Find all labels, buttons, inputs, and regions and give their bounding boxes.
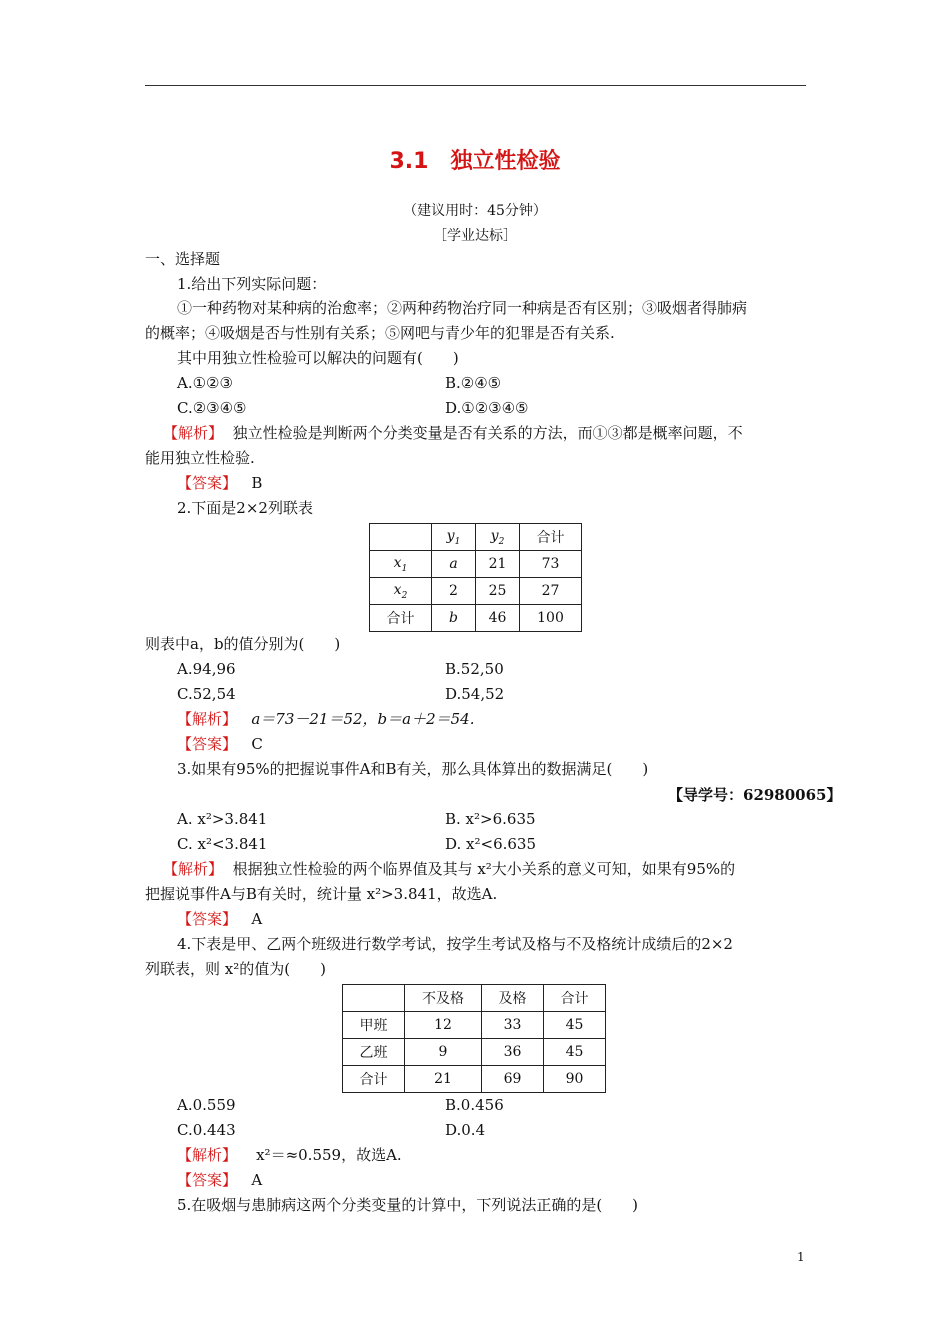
q2-contingency-table [369, 523, 582, 632]
table-cell: 21 [476, 551, 520, 578]
q3-analysis-text1: 根据独立性检验的两个临界值及其与 x²大小关系的意义可知，如果有95%的 [232, 860, 736, 878]
table-cell: 36 [482, 1039, 544, 1066]
q3-stem: 3.如果有95%的把握说事件A和B有关，那么具体算出的数据满足( ) [177, 760, 649, 778]
q2-option-b: B.52,50 [445, 660, 504, 678]
table-cell [370, 524, 432, 551]
q3-option-a: A. x²>3.841 [177, 810, 268, 828]
table-cell: 73 [520, 551, 582, 578]
q3-answer-value: A [251, 910, 263, 928]
page-number: 1 [797, 1250, 805, 1264]
table-cell: 21 [405, 1066, 482, 1093]
q4-stem-line2: 列联表，则 x²的值为( ) [145, 960, 326, 978]
q5-stem: 5.在吸烟与患肺病这两个分类变量的计算中，下列说法正确的是( ) [177, 1196, 639, 1214]
header-rule [145, 85, 806, 86]
answer-label: 【答案】 [177, 910, 238, 928]
table-cell [343, 985, 405, 1012]
q1-line1: ①一种药物对某种病的治愈率；②两种药物治疗同一种病是否有区别；③吸烟者得肺病 [177, 299, 748, 317]
q1-option-a: A.①②③ [177, 374, 233, 392]
q2-option-d: D.54,52 [445, 685, 505, 703]
q2-answer [177, 735, 263, 753]
part-heading: 一、选择题 [145, 250, 221, 268]
table-cell: a [432, 551, 476, 578]
page-title: 3.1 独立性检验 [389, 149, 561, 174]
table-header-total: 合计 [520, 524, 582, 551]
q3-answer [177, 910, 262, 928]
q1-line3: 其中用独立性检验可以解决的问题有( ) [177, 349, 459, 367]
table-header-y2: $y_2$ [476, 524, 520, 551]
q4-analysis-text: x²＝≈0.559，故选A. [256, 1146, 402, 1164]
table-header-total: 合计 [544, 985, 606, 1012]
table-cell: 27 [520, 578, 582, 605]
q3-analysis [163, 860, 735, 878]
q4-option-a: A.0.559 [177, 1096, 236, 1114]
q4-contingency-table [342, 984, 606, 1093]
q4-answer-value: A [251, 1171, 263, 1189]
q2-analysis-text: a＝73－21＝52，b＝a＋2＝54. [251, 710, 475, 728]
table-cell: 46 [476, 605, 520, 632]
table-cell: 45 [544, 1039, 606, 1066]
section-tag: ［学业达标］ [433, 228, 517, 244]
answer-label: 【答案】 [177, 735, 238, 753]
table-header-y1: $y_1$ [432, 524, 476, 551]
q3-analysis-text2: 把握说事件A与B有关时，统计量 x²>3.841，故选A. [145, 885, 498, 903]
q3-option-c: C. x²<3.841 [177, 835, 268, 853]
q2-answer-value: C [251, 735, 263, 753]
table-row-header-total: 合计 [370, 605, 432, 632]
q4-stem-line1: 4.下表是甲、乙两个班级进行数学考试，按学生考试及格与不及格统计成绩后的2×2 [177, 935, 733, 953]
q1-analysis [163, 424, 743, 442]
q1-answer [177, 474, 262, 492]
analysis-label: 【解析】 [163, 860, 224, 878]
table-header-fail: 不及格 [405, 985, 482, 1012]
table-cell: 12 [405, 1012, 482, 1039]
q1-option-c: C.②③④⑤ [177, 399, 247, 417]
q2-question: 则表中a，b的值分别为( ) [145, 635, 341, 653]
table-cell: 2 [432, 578, 476, 605]
q3-option-b: B. x²>6.635 [445, 810, 536, 828]
table-cell: 9 [405, 1039, 482, 1066]
answer-label: 【答案】 [177, 474, 238, 492]
q2-analysis [177, 710, 474, 728]
table-cell: 90 [544, 1066, 606, 1093]
table-row-header-class-b: 乙班 [343, 1039, 405, 1066]
q4-analysis [177, 1146, 402, 1164]
q1-line2: 的概率；④吸烟是否与性别有关系；⑤网吧与青少年的犯罪是否有关系. [145, 324, 615, 342]
table-cell: 33 [482, 1012, 544, 1039]
q1-analysis-text1: 独立性检验是判断两个分类变量是否有关系的方法，而①③都是概率问题，不 [232, 424, 743, 442]
q1-answer-value: B [251, 474, 263, 492]
q4-option-b: B.0.456 [445, 1096, 504, 1114]
q1-option-d: D.①②③④⑤ [445, 399, 529, 417]
answer-label: 【答案】 [177, 1171, 238, 1189]
analysis-label: 【解析】 [163, 424, 224, 442]
q4-answer [177, 1171, 262, 1189]
q1-stem: 1.给出下列实际问题： [177, 275, 327, 293]
guide-number: 【导学号：62980065】 [668, 786, 842, 804]
q4-option-c: C.0.443 [177, 1121, 236, 1139]
q2-option-c: C.52,54 [177, 685, 236, 703]
table-cell: 100 [520, 605, 582, 632]
table-row-header-x1: $x_1$ [370, 551, 432, 578]
table-row-header-class-a: 甲班 [343, 1012, 405, 1039]
table-cell: b [432, 605, 476, 632]
suggested-time: （建议用时：45分钟） [403, 203, 547, 219]
table-header-pass: 及格 [482, 985, 544, 1012]
q3-option-d: D. x²<6.635 [445, 835, 537, 853]
q4-option-d: D.0.4 [445, 1121, 486, 1139]
q2-stem: 2.下面是2×2列联表 [177, 499, 313, 517]
table-cell: 25 [476, 578, 520, 605]
analysis-label: 【解析】 [177, 1146, 238, 1164]
q1-analysis-text2: 能用独立性检验. [145, 449, 255, 467]
table-row-header-total: 合计 [343, 1066, 405, 1093]
q1-option-b: B.②④⑤ [445, 374, 502, 392]
table-row-header-x2: $x_2$ [370, 578, 432, 605]
q2-option-a: A.94,96 [177, 660, 236, 678]
table-cell: 45 [544, 1012, 606, 1039]
table-cell: 69 [482, 1066, 544, 1093]
analysis-label: 【解析】 [177, 710, 238, 728]
